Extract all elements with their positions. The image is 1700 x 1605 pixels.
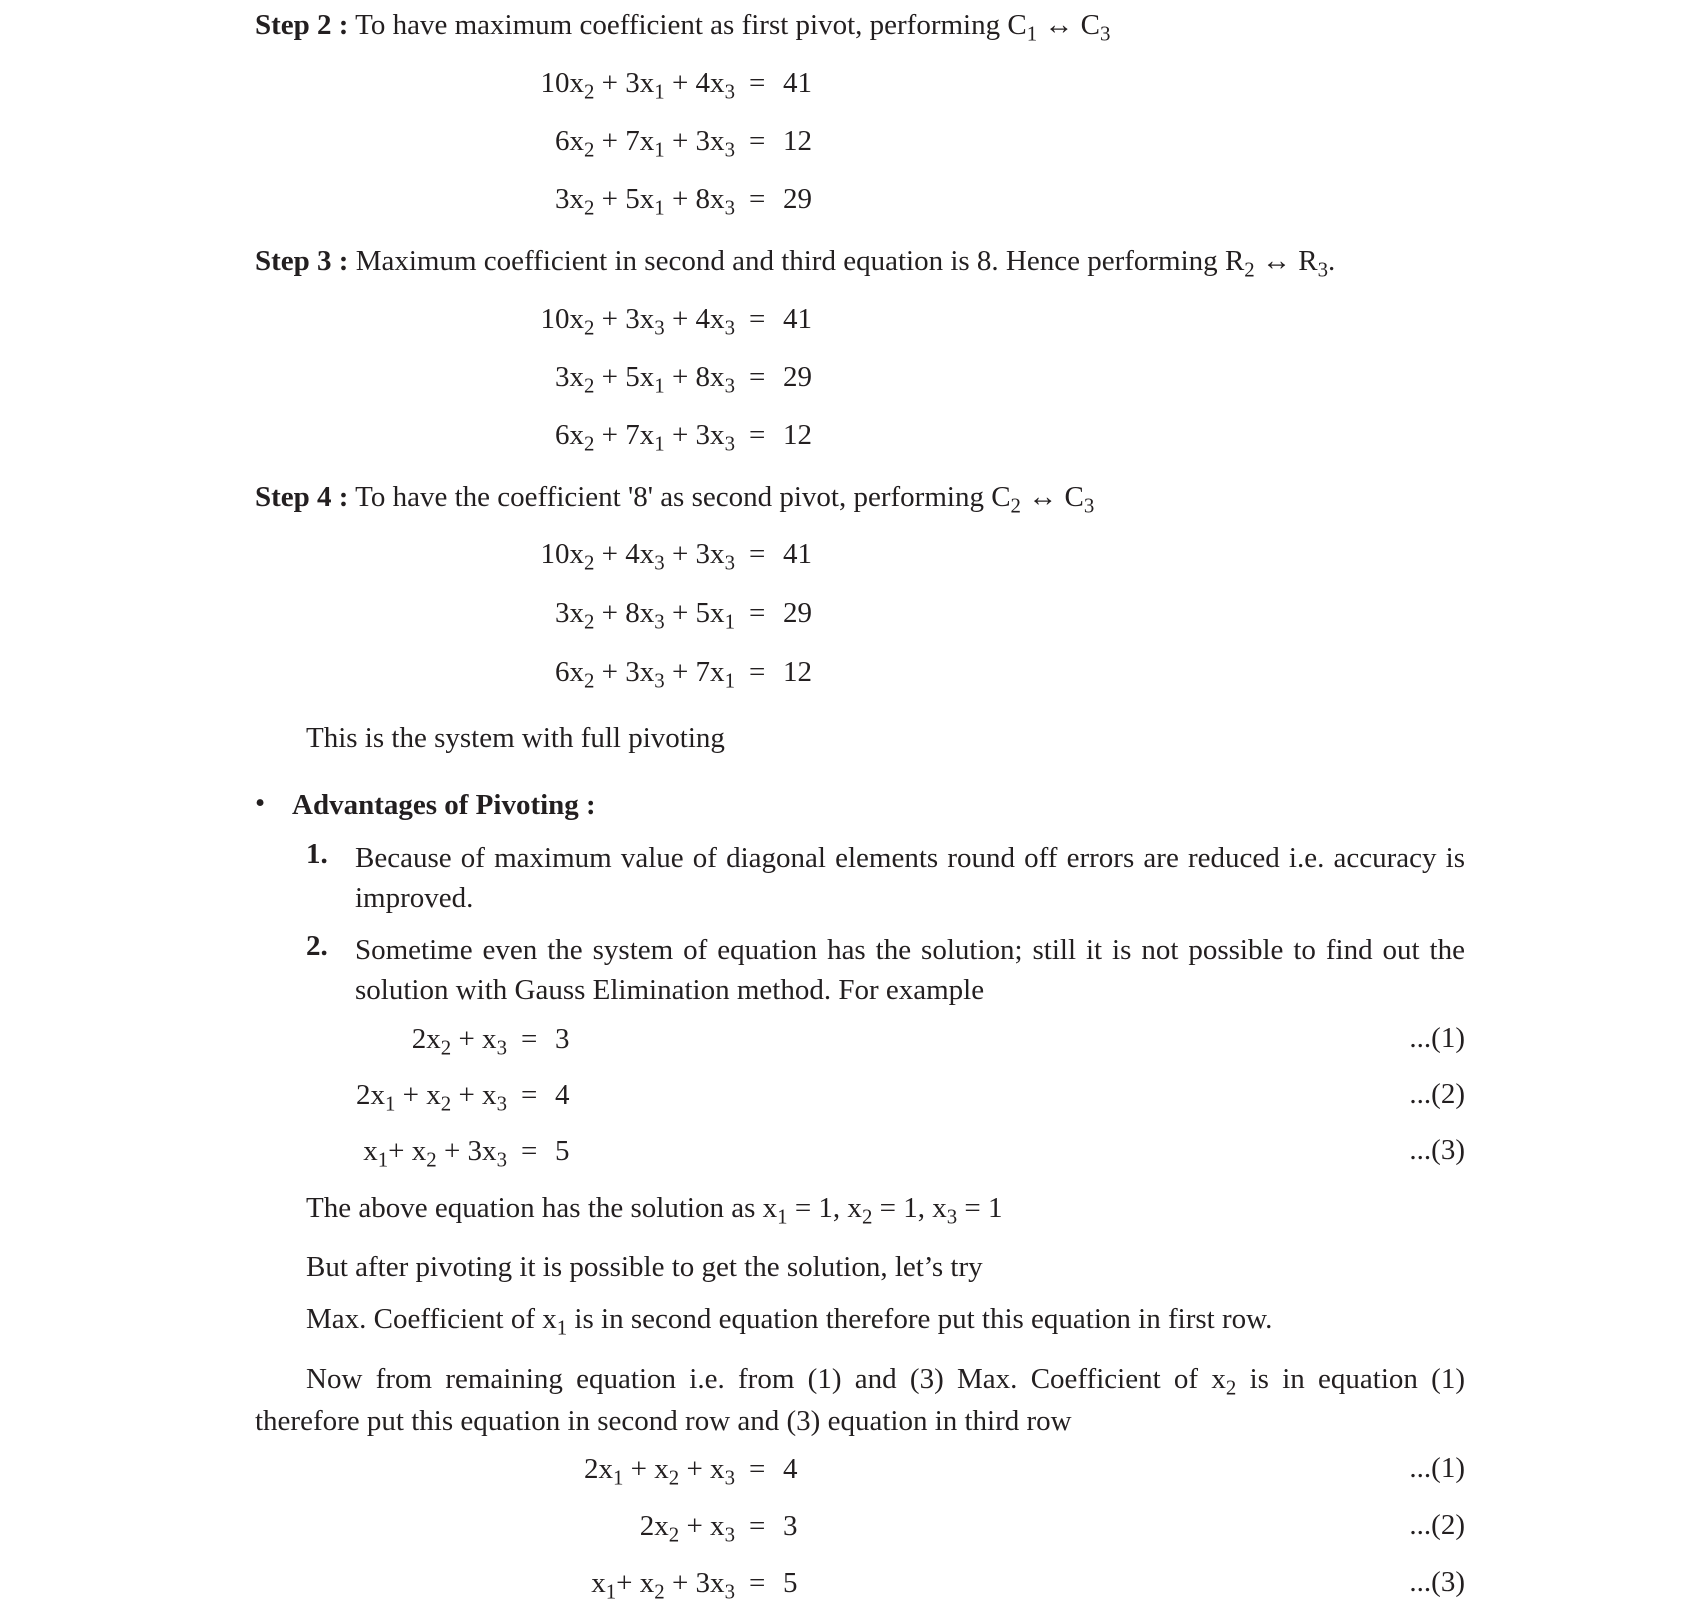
equation-subscript: 2 [583,550,595,575]
equals-sign: = [749,1510,766,1542]
equation-lhs [540,537,735,575]
equation-subscript: 2 [440,1091,452,1116]
equation-term: + x [616,1567,655,1599]
full-pivoting-conclusion: This is the system with full pivoting [306,722,725,754]
equation-lhs [363,1134,507,1172]
equation-term: + 4x [594,538,655,570]
step3-op: $R_2$ ↔ $R_3$. [1224,245,1336,282]
equals-sign: = [749,656,766,688]
equation-lhs [540,66,735,104]
equation-rhs: 12 [783,419,812,451]
equals-sign: = [521,1079,538,1111]
equation-number: ...(1) [1409,1022,1465,1054]
equation-subscript: 2 [583,137,595,162]
max-coefficient-x1-text: Max. Coefficient of $x_1$ is in second equation therefore put this equation in first row. [306,1303,1273,1340]
remaining-equation-text: Now from remaining equation i.e. from (1) and (3) Max. Coefficient of $x_2$ is in equation (1) therefore put this equation in second row and (3) equation in third row [255,1363,1465,1437]
step2-label: Step 2 : [255,9,349,41]
equation-term: + 5x [594,361,655,393]
step2-text: To have maximum coefficient as first pivot, performing [348,9,1008,41]
equation-lhs [583,1452,735,1490]
equals-sign: = [521,1023,538,1055]
equation-lhs [554,124,735,162]
equation-rhs: 29 [783,361,812,393]
equation-subscript: 3 [724,79,735,104]
equation-lhs [554,418,735,456]
equation-subscript: 1 [724,609,735,634]
equals-sign: = [749,183,766,215]
equation-term: + 3x [664,125,725,157]
step2-op: $C_1$ ↔ $C_3$ [1007,9,1111,46]
equation-term: 10x [540,67,584,99]
equation-term: + 3x [436,1135,497,1167]
equation-subscript: 1 [724,668,735,693]
step4-op: $C_2$ ↔ $C_3$ [991,481,1095,518]
equation-subscript: 1 [612,1465,624,1490]
equation-term: 6x [554,125,584,157]
equation-subscript: 1 [605,1579,617,1604]
equation-term: 2x [411,1023,441,1055]
equation-rhs: 12 [783,656,812,688]
step3-label: Step 3 : [255,245,349,277]
equation-number: ...(1) [1409,1452,1465,1484]
step2-heading [255,8,1111,46]
step4-text: To have the coefficient '8' as second pivot, performing [348,481,992,513]
equation-term: + 8x [664,183,725,215]
equals-sign: = [749,1567,766,1599]
equation-term: + 4x [664,67,725,99]
equation-rhs: 3 [783,1510,798,1542]
equation-number: ...(2) [1409,1078,1465,1110]
equation-subscript: 3 [724,1465,735,1490]
equation-term: + 7x [594,419,655,451]
equation-subscript: 3 [496,1147,507,1172]
equals-sign: = [749,597,766,629]
equation-term: + x [451,1023,497,1055]
equation-subscript: 1 [654,195,665,220]
advantage-1-text: Because of maximum value of diagonal elements round off errors are reduced i.e. accuracy is improved. [355,842,1465,914]
equation-subscript: 3 [496,1091,507,1116]
equation-subscript: 1 [654,373,665,398]
equation-term: + 3x [664,538,725,570]
equals-sign: = [749,419,766,451]
equation-term: 3x [554,361,584,393]
solution-statement: The above equation has the solution as $x_1 = 1$, $x_2 = 1$, $x_3 = 1$ [306,1192,1003,1229]
equation-lhs [540,302,735,340]
equation-lhs [591,1566,735,1604]
equation-term: 2x [639,1510,669,1542]
equation-term: + x [388,1135,427,1167]
equation-number: ...(3) [1409,1134,1465,1166]
equation-rhs: 4 [555,1079,570,1111]
equation-number: ...(3) [1409,1566,1465,1598]
equation-lhs [554,655,735,693]
equation-subscript: 2 [583,315,595,340]
equation-subscript: 2 [668,1522,680,1547]
equation-subscript: 3 [654,550,665,575]
equation-rhs: 41 [783,303,812,335]
equation-term: + x [451,1079,497,1111]
equation-term: 10x [540,303,584,335]
equals-sign: = [749,538,766,570]
equation-lhs [411,1022,507,1060]
equals-sign: = [749,361,766,393]
equation-subscript: 1 [654,431,665,456]
equation-number: ...(2) [1409,1509,1465,1541]
equation-rhs: 5 [555,1135,570,1167]
equation-lhs [355,1078,507,1116]
equation-lhs [639,1509,735,1547]
equation-rhs: 3 [555,1023,570,1055]
equals-sign: = [749,303,766,335]
equation-subscript: 2 [668,1465,680,1490]
equation-subscript: 1 [654,137,665,162]
equation-subscript: 2 [583,668,595,693]
equation-term: + 5x [664,597,725,629]
equation-rhs: 41 [783,67,812,99]
equation-term: + 3x [664,1567,725,1599]
equals-sign: = [749,67,766,99]
equation-subscript: 3 [724,550,735,575]
equation-term: 3x [554,183,584,215]
equation-subscript: 2 [440,1035,452,1060]
equation-term: 10x [540,538,584,570]
equation-subscript: 2 [654,1579,665,1604]
equation-term: x [363,1135,378,1167]
equation-rhs: 29 [783,183,812,215]
equation-subscript: 2 [583,373,595,398]
equation-rhs: 12 [783,125,812,157]
equation-term: x [591,1567,606,1599]
equation-subscript: 2 [583,609,595,634]
equation-lhs [554,182,735,220]
step4-heading [255,480,1095,518]
step3-text: Maximum coefficient in second and third equation is 8. Hence performing [348,245,1225,277]
equation-rhs: 5 [783,1567,798,1599]
after-pivoting-text: But after pivoting it is possible to get the solution, let’s try [306,1251,983,1283]
advantages-heading: Advantages of Pivoting : [292,789,596,821]
equation-subscript: 3 [654,609,665,634]
step3-heading [255,244,1336,282]
equation-subscript: 3 [724,1579,735,1604]
equation-rhs: 4 [783,1453,798,1485]
equation-subscript: 1 [654,79,665,104]
equation-subscript: 2 [426,1147,437,1172]
equation-term: 3x [554,597,584,629]
equation-lhs [554,596,735,634]
equation-term: + 3x [594,303,655,335]
equation-rhs: 41 [783,538,812,570]
equation-term: + 3x [594,67,655,99]
equation-term: 2x [355,1079,385,1111]
equation-subscript: 3 [724,137,735,162]
equals-sign: = [521,1135,538,1167]
equation-term: + 7x [664,656,725,688]
equation-subscript: 3 [496,1035,507,1060]
equation-term: + 3x [594,656,655,688]
equation-subscript: 1 [384,1091,396,1116]
equation-term: + x [623,1453,669,1485]
equation-subscript: 1 [377,1147,389,1172]
equals-sign: = [749,1453,766,1485]
equation-term: + 8x [594,597,655,629]
equation-subscript: 3 [724,373,735,398]
equation-term: + 5x [594,183,655,215]
advantage-2-text: Sometime even the system of equation has the solution; still it is not possible to find out the solution with Gauss Elimination method. For example [355,934,1465,1006]
equation-term: 6x [554,419,584,451]
equation-term: + x [395,1079,441,1111]
equation-term: + 8x [664,361,725,393]
equation-subscript: 3 [724,1522,735,1547]
equation-term: + 4x [664,303,725,335]
equation-term: + x [679,1510,725,1542]
equation-term: + x [679,1453,725,1485]
equation-subscript: 3 [654,668,665,693]
equation-lhs [554,360,735,398]
equation-term: 2x [583,1453,613,1485]
advantage-2-number: 2. [306,930,328,962]
equation-term: 6x [554,656,584,688]
equals-sign: = [749,125,766,157]
equation-rhs: 29 [783,597,812,629]
step4-label: Step 4 : [255,481,349,513]
equation-subscript: 3 [724,315,735,340]
equation-subscript: 3 [654,315,665,340]
equation-term: + 3x [664,419,725,451]
equation-subscript: 2 [583,195,595,220]
advantage-1-number: 1. [306,838,328,870]
equation-term: + 7x [594,125,655,157]
equation-subscript: 3 [724,431,735,456]
bullet-icon: • [255,787,266,819]
equation-subscript: 2 [583,79,595,104]
equation-subscript: 3 [724,195,735,220]
equation-subscript: 2 [583,431,595,456]
